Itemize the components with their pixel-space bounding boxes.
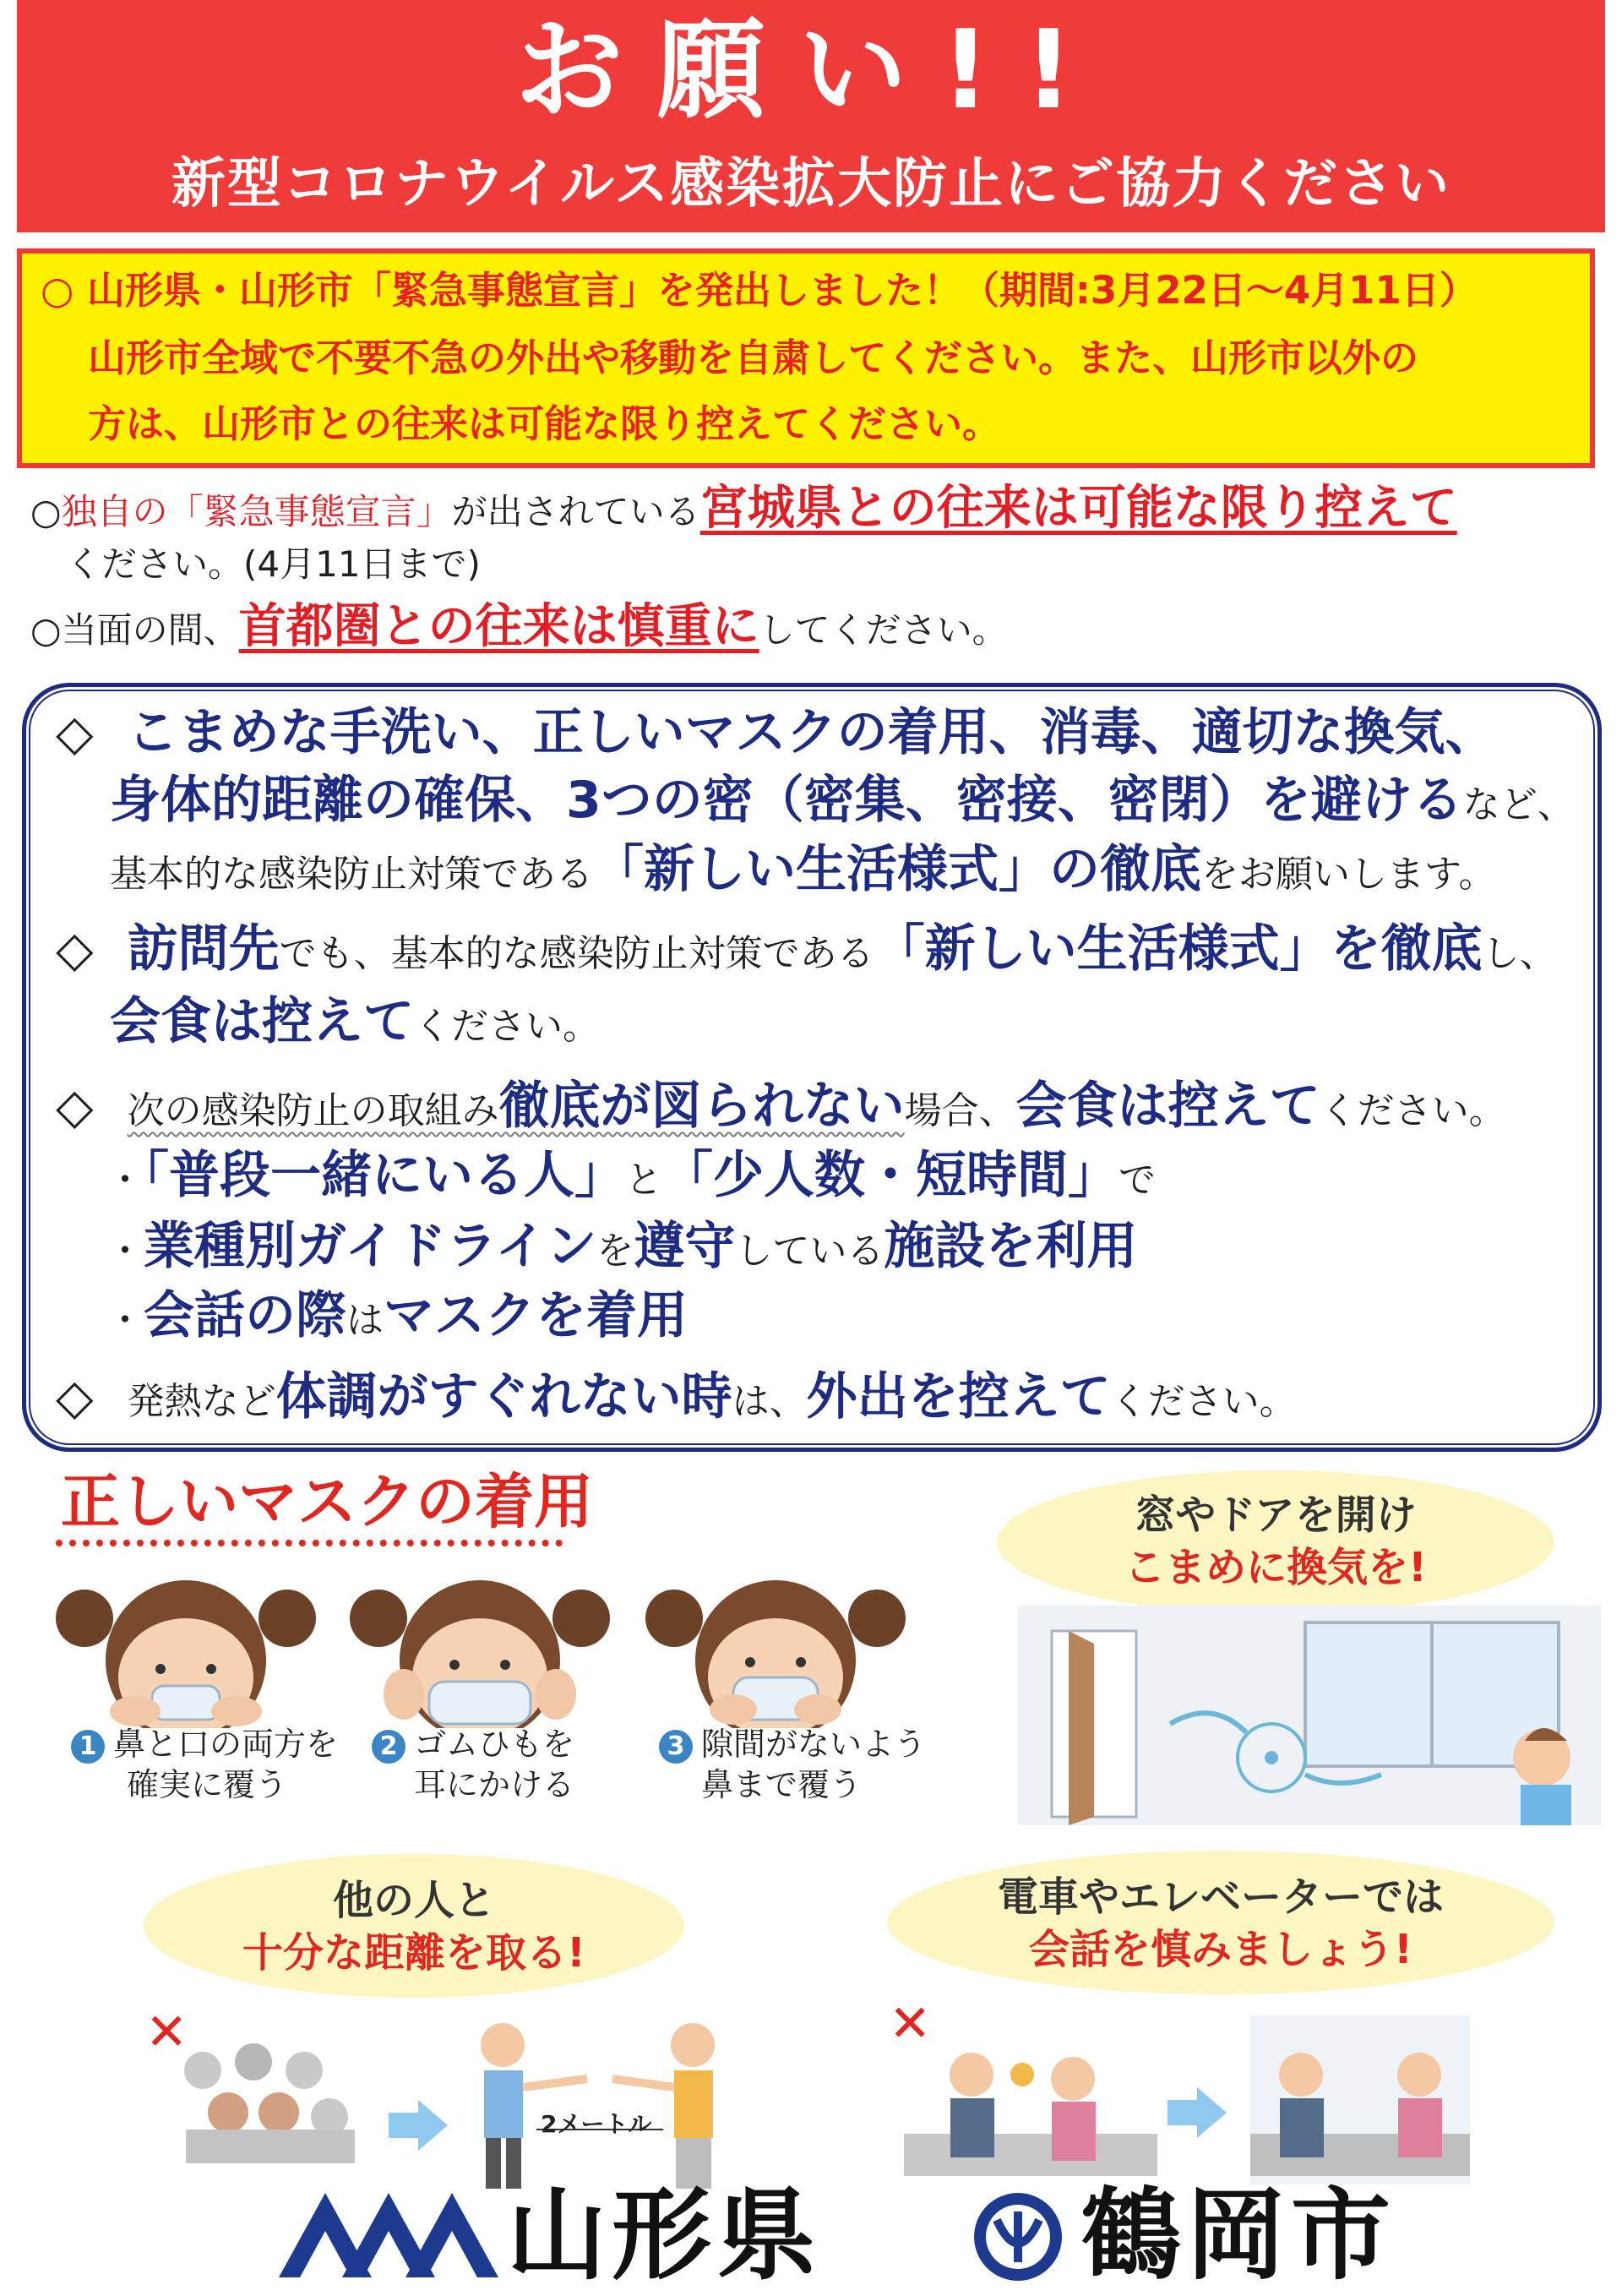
- x-mark-icon: ✕: [889, 1994, 932, 2053]
- mask-step-2: [372, 1724, 574, 1805]
- page-title: お願い!!: [514, 8, 1108, 134]
- bullet-text: は: [346, 1299, 384, 1342]
- step-text: 確実に覆う: [127, 1766, 288, 1803]
- bullet-dot: ・: [106, 1230, 144, 1273]
- bullet-text: 会食は控えて: [1015, 1077, 1320, 1136]
- train-text: 電車やエレベーターでは: [997, 1873, 1444, 1921]
- bullet-text: 場合、: [904, 1089, 1016, 1132]
- train-bubble: [887, 1851, 1554, 1994]
- emergency-notice: [17, 248, 1595, 468]
- bullet-2-line-1: [56, 916, 1557, 987]
- advisory-shutoken: [30, 599, 1008, 656]
- ventilation-text: 窓やドアを開け: [1135, 1492, 1417, 1539]
- bullet-text: を: [596, 1230, 634, 1273]
- arrow-right-icon: [1168, 2087, 1227, 2138]
- distance-text: 十分な距離を取る!: [242, 1929, 585, 1977]
- bullet-2-line-2: [110, 989, 600, 1060]
- bullet-text: 業種別ガイドライン: [144, 1217, 597, 1276]
- train-talking-illustration: [904, 2032, 1157, 2184]
- yamagata-logo-text: 山形県: [507, 2177, 822, 2293]
- advisory-highlight: 首都圏との往来は慎重に: [238, 599, 759, 654]
- diamond-icon: ◇: [56, 1077, 94, 1135]
- bullet-text: 外出を控えて: [806, 1367, 1111, 1426]
- bullet-text: 会話の際: [144, 1286, 346, 1345]
- bullet-text: をお願いします。: [1201, 853, 1496, 896]
- diamond-icon: ◇: [56, 704, 94, 761]
- notice-line-3: 方は、山形市との往来は可能な限り控えてください。: [88, 401, 1001, 446]
- mask-step-3: [659, 1724, 926, 1805]
- bullet-text: 「少人数・短時間」: [662, 1146, 1119, 1205]
- bullet-text: 徹底が図られない: [498, 1077, 905, 1136]
- step-text: 隙間がないよう: [701, 1726, 927, 1763]
- bullet-text: ください。: [1320, 1089, 1506, 1132]
- bullet-text: こまめな手洗い、正しいマスクの着用、消毒、適切な換気、: [127, 703, 1496, 762]
- bullet-text: で: [1119, 1159, 1156, 1202]
- bullet-text: 会食は控えて: [110, 992, 414, 1051]
- bullet-1-line-3: [110, 837, 1495, 908]
- girl-mask-illustration-1: [51, 1559, 321, 1728]
- bullet-1-line-2: [110, 767, 1575, 838]
- bullet-text: し、: [1482, 932, 1557, 975]
- circle-mark: ○: [30, 491, 62, 532]
- step-text: 鼻まで覆う: [701, 1766, 863, 1803]
- bullet-text: 「普段一緒にいる人」: [144, 1146, 625, 1205]
- bullet-text: でも、基本的な感染防止対策である: [279, 932, 874, 975]
- distancing-people-illustration: [460, 2011, 739, 2197]
- sub-item-2: [106, 1213, 1137, 1284]
- page-subtitle: 新型コロナウイルス感染拡大防止にご協力ください: [171, 153, 1451, 215]
- mask-section-title: 正しいマスクの着用: [61, 1467, 593, 1536]
- advisory-miyagi: [30, 483, 1457, 537]
- notice-line-1: ○ 山形県・山形市「緊急事態宣言」を発出しました！（期間:3月22日～4月11日）: [41, 268, 1478, 313]
- bullet-dot: ・: [106, 1299, 144, 1342]
- crowd-illustration: [169, 2037, 363, 2163]
- bullet-4: [56, 1364, 1297, 1435]
- bullet-text: 発熱など: [127, 1380, 276, 1423]
- bullet-text: ください。: [1110, 1380, 1297, 1423]
- step-number: 2: [372, 1730, 406, 1764]
- girl-mask-illustration-3: [640, 1559, 911, 1728]
- advisory-text: ○当面の間、: [30, 609, 239, 651]
- distance-bubble: [144, 1854, 684, 1998]
- ventilation-text: こまめに換気を!: [1124, 1544, 1427, 1591]
- bullet-text: 遵守: [634, 1217, 736, 1276]
- bullet-text: 「新しい生活様式」の徹底: [593, 840, 1201, 899]
- step-text: ゴムひもを: [414, 1726, 575, 1763]
- bullet-text: 基本的な感染防止対策である: [110, 853, 593, 896]
- girl-mask-illustration-2: [345, 1559, 615, 1728]
- distance-label: 2メートル: [541, 2110, 652, 2138]
- bullet-1-line-1: [56, 700, 1496, 771]
- ventilation-bubble: [997, 1470, 1554, 1614]
- arrow-right-icon: [389, 2100, 448, 2151]
- bullet-text: 身体的距離の確保、3つの密（密集、密接、密閉）を避ける: [110, 771, 1463, 830]
- step-number: 1: [71, 1730, 105, 1764]
- train-quiet-illustration: [1250, 2015, 1470, 2184]
- mask-step-1: [71, 1724, 338, 1805]
- bullet-text: は、: [732, 1380, 807, 1423]
- yamagata-logo-icon: [279, 2184, 498, 2282]
- bullet-text: 体調がすぐれない時: [275, 1367, 732, 1426]
- bullet-3-line-1: [56, 1073, 1506, 1144]
- bullet-text: している: [735, 1230, 884, 1273]
- ventilation-illustration: [1018, 1606, 1601, 1825]
- diamond-icon: ◇: [56, 920, 94, 978]
- distance-text: 他の人と: [332, 1877, 495, 1924]
- advisory-highlight: 宮城県との往来は可能な限り控えて: [699, 481, 1457, 536]
- step-text: 耳にかける: [414, 1766, 575, 1803]
- step-text: 鼻と口の両方を: [113, 1726, 339, 1763]
- step-number: 3: [659, 1730, 693, 1764]
- bullet-text: 「新しい生活様式」を徹底: [874, 919, 1483, 979]
- train-text: 会話を慎みましょう!: [1029, 1926, 1412, 1973]
- bullet-dot: ・: [106, 1159, 144, 1202]
- tsuruoka-emblem-icon: [972, 2190, 1064, 2283]
- tsuruoka-logo-text: 鶴岡市: [1081, 2177, 1396, 2293]
- diamond-icon: ◇: [56, 1368, 94, 1426]
- bullet-text: 施設を利用: [884, 1217, 1138, 1276]
- bullet-text: ください。: [414, 1005, 600, 1048]
- x-mark-icon: ✕: [145, 2003, 188, 2062]
- bullet-text: 訪問先: [127, 919, 280, 979]
- sub-item-1: [106, 1143, 1156, 1213]
- bullet-text: マスクを着用: [384, 1286, 688, 1345]
- header-banner: [17, 0, 1605, 232]
- advisory-text: が出されている: [451, 491, 700, 532]
- advisory-text: してください。: [759, 609, 1008, 651]
- bullet-text: 次の感染防止の取組み: [127, 1089, 499, 1132]
- advisory-miyagi-cont: ください。(4月11日まで): [66, 543, 481, 585]
- dotted-underline: [56, 1540, 563, 1546]
- bullet-text: と: [625, 1159, 662, 1202]
- notice-line-2: 山形市全域で不要不急の外出や移動を自粛してください。また、山形市以外の: [88, 335, 1419, 380]
- sub-item-3: [106, 1283, 688, 1354]
- bullet-text: など、: [1462, 783, 1575, 826]
- advisory-red-text: 独自の「緊急事態宣言」: [61, 491, 452, 532]
